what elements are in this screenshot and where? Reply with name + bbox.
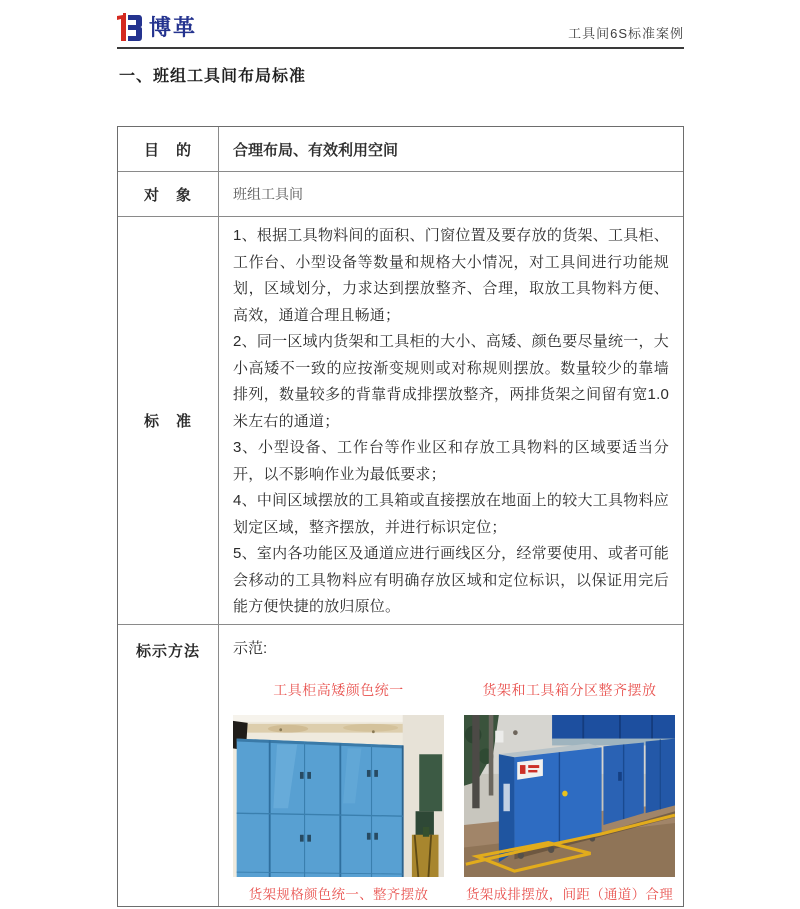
boge-logo-icon	[117, 13, 143, 43]
standard-paragraph: 5、室内各功能区及通道应进行画线区分，经常要使用、或者可能会移动的工具物料应有明确存放区域和定位标识，以保证用完后能方便快捷的放归原位。	[233, 545, 669, 615]
standard-table	[117, 126, 684, 907]
standard-paragraph: 3、小型设备、工作台等作业区和存放工具物料的区域要适当分开，以不影响作业为最低要求；	[233, 439, 669, 483]
row-label-standard: 标 准	[118, 217, 219, 624]
shelf-row-photo	[464, 715, 675, 877]
figure-caption-top: 货架和工具箱分区整齐摆放	[482, 682, 657, 698]
header-divider	[117, 47, 684, 49]
row-value-purpose: 合理布局、有效利用空间	[233, 141, 399, 159]
row-label-method: 标示方法	[118, 625, 219, 906]
standard-paragraph: 2、同一区域内货架和工具柜的大小、高矮、颜色要尽量统一，大小高矮不一致的应按渐变规则或对称规则摆放。数量较少的靠墙排列，数量较多的背靠背成排摆放整齐，两排货架之间留有宽1.0米左右的通道；	[233, 333, 669, 430]
standard-paragraph: 1、根据工具物料间的面积、门窗位置及要存放的货架、工具柜、工作台、小型设备等数量和规格大小情况，对工具间进行功能规划，区域划分，力求达到摆放整齐、合理，取放工具物料方便、高效，通道合理且畅通；	[233, 227, 669, 324]
row-label-object: 对 象	[118, 172, 219, 216]
figure-caption-top: 工具柜高矮颜色统一	[273, 682, 404, 698]
table-row-standard	[118, 216, 683, 624]
figure-caption-bottom: 货架成排摆放，间距（通道）合理	[466, 887, 673, 902]
row-label-purpose: 目 的	[118, 127, 219, 171]
tool-cabinet-photo	[233, 715, 444, 877]
page-title: 一、班组工具间布局标准	[119, 68, 307, 85]
demo-label: 示范:	[233, 640, 268, 657]
table-row-object	[118, 171, 683, 216]
logo-text: 博革	[149, 15, 198, 40]
table-row-purpose	[118, 127, 683, 171]
standard-paragraph: 4、中间区域摆放的工具箱或直接摆放在地面上的较大工具物料应划定区域，整齐摆放，并进行标识定位；	[233, 492, 669, 536]
row-value-method	[219, 625, 683, 906]
figure-caption-bottom: 货架规格颜色统一、整齐摆放	[248, 887, 429, 902]
table-row-method	[118, 624, 683, 906]
figure-shelf-row	[464, 682, 675, 902]
page-header	[117, 0, 684, 43]
row-value-standard	[219, 217, 683, 624]
document-title: 工具间6S标准案例	[568, 26, 684, 41]
example-figures	[233, 682, 675, 902]
figure-tool-cabinets	[233, 682, 444, 902]
row-value-object: 班组工具间	[233, 188, 303, 203]
boge-logo	[117, 13, 197, 43]
page-content	[117, 0, 684, 907]
